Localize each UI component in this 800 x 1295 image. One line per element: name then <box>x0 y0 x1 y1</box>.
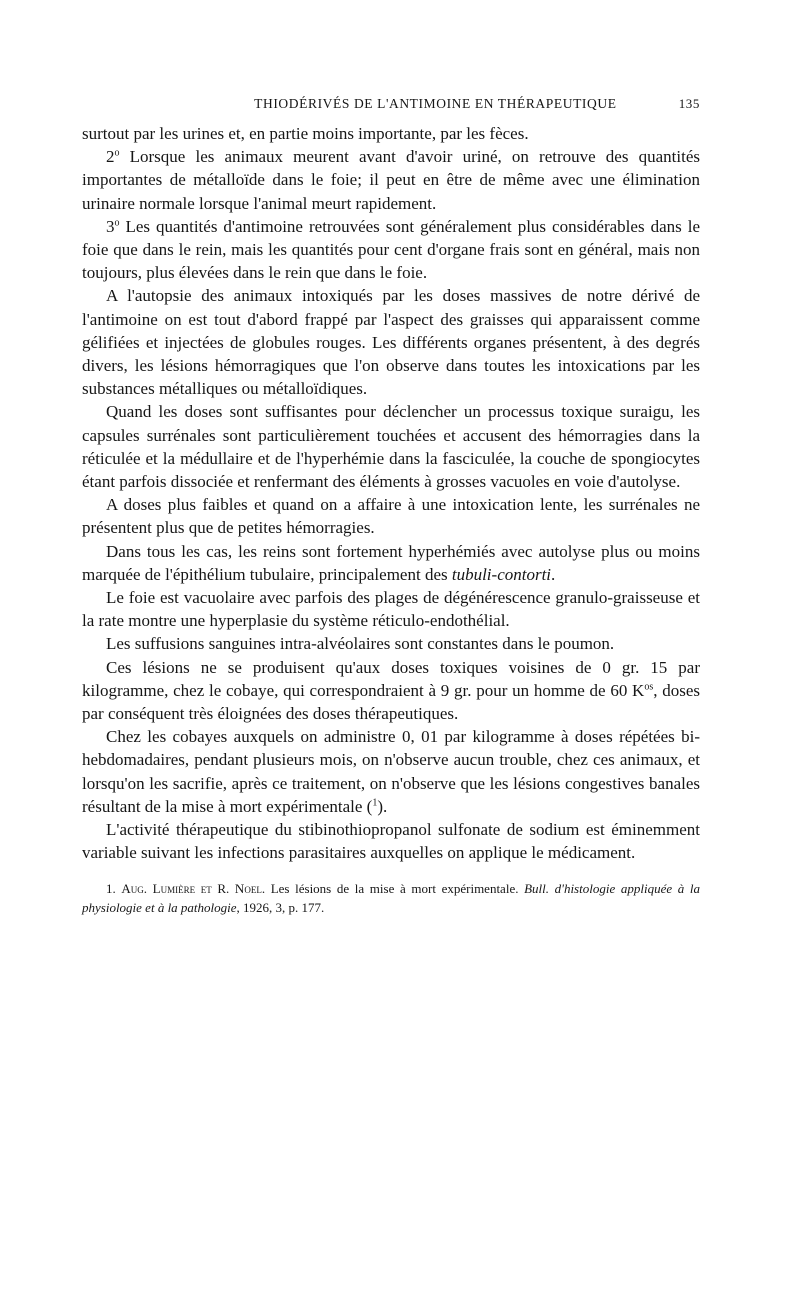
paragraph-text: A doses plus faibles et quand on a affaire à une intoxication lente, les surrénales ne présentent plus que de petites hémorragies. <box>82 495 700 538</box>
paragraph-text-end: . <box>551 564 556 584</box>
paragraph-text: surtout par les urines et, en partie moins importante, par les fèces. <box>82 124 529 143</box>
paragraph <box>82 540 700 586</box>
footnote <box>82 879 700 917</box>
paragraph-text: Les quantités d'antimoine retrouvées sont généralement plus considérables dans le foie que dans le rein, mais les quantités pour cent d'organe frais sont en général, mais non toujours, plus élevées dans le rein que dans le foie. <box>82 216 700 283</box>
ordinal-mark: o <box>114 147 120 159</box>
paragraph-text: Ces lésions ne se produisent qu'aux doses toxiques voisines de 0 gr. 15 par kilogramme, chez le cobaye, qui correspondraient à 9 gr. pour un homme de 60 K <box>82 657 700 700</box>
running-header <box>82 96 700 112</box>
footnotes <box>82 879 700 917</box>
running-title: THIODÉRIVÉS DE L'ANTIMOINE EN THÉRAPEUTIQUE <box>254 96 617 111</box>
paragraph-text-end: ). <box>377 796 388 816</box>
paragraph <box>82 284 700 400</box>
italic-term: tubuli-contorti <box>451 564 552 584</box>
paragraph-text: Le foie est vacuolaire avec parfois des plages de dégénérescence granulo-graisseuse et la rate montre une hyperplasie du système réticulo-endothélial. <box>82 588 700 631</box>
ordinal-mark: o <box>114 217 120 229</box>
paragraph <box>82 632 700 655</box>
paragraph <box>82 818 700 864</box>
paragraph-text: Dans tous les cas, les reins sont fortement hyperhémiés avec autolyse plus ou moins marquée de l'épithélium tubulaire, principalement des <box>82 541 700 584</box>
paragraph <box>82 122 700 145</box>
unit-superscript: os <box>644 681 654 693</box>
footnote-reference[interactable]: 1 <box>372 797 378 809</box>
list-number: 3 <box>106 216 115 236</box>
footnote-authors: Aug. Lumière et R. Noel. <box>121 880 266 896</box>
paragraph <box>82 493 700 539</box>
paragraph <box>82 215 700 285</box>
paragraph <box>82 656 700 726</box>
footnote-citation: , 1926, 3, p. 177. <box>236 899 325 915</box>
paragraph-text-end: , doses par conséquent très éloignées des doses thérapeutiques. <box>82 680 700 724</box>
paragraph-text: Chez les cobayes auxquels on administre 0, 01 par kilogramme à doses répétées bi-hebdomadaires, pendant plusieurs mois, on n'observe aucun trouble, chez ces animaux, et lorsqu'on les sacrifie, après ce traitement, on n'observe que les lésions congestives banales résultant de la mise à mort expérimentale ( <box>82 727 700 816</box>
paragraph <box>82 725 700 818</box>
paragraph <box>82 400 700 493</box>
list-number: 2 <box>106 147 115 167</box>
paragraph-text: Quand les doses sont suffisantes pour déclencher un processus toxique suraigu, les capsules surrénales sont particulièrement touchées et accusent des hémorragies dans la réticulée et la médullaire et de l'hyperhémie dans la fasciculée, la couche de spongiocytes étant parfois dissociée et renfermant des éléments à grosses vacuoles en voie d'autolyse. <box>82 402 700 492</box>
paragraph <box>82 586 700 632</box>
footnote-journal: Bull. d'histologie appliquée à la physiologie et à la pathologie <box>82 880 701 915</box>
paragraph <box>82 145 700 215</box>
footnote-title: Les lésions de la mise à mort expérimentale. <box>265 880 525 896</box>
body-text <box>82 122 700 865</box>
book-page <box>82 96 700 917</box>
paragraph-text: A l'autopsie des animaux intoxiqués par les doses massives de notre dérivé de l'antimoine on est tout d'abord frappé par l'aspect des graisses qui apparaissent comme gélifiées et injectées de globules rouges. Les différents organes présentent, à des degrés divers, les lésions hémorragiques que l'on observe dans toutes les intoxications par les substances métalliques ou métalloïdiques. <box>82 286 700 399</box>
paragraph-text: Les suffusions sanguines intra-alvéolaires sont constantes dans le poumon. <box>106 634 615 654</box>
paragraph-text: Lorsque les animaux meurent avant d'avoir uriné, on retrouve des quantités importantes de métalloïde dans le foie; il peut en être de même avec une élimination urinaire normale lorsque l'animal meurt rapidement. <box>82 147 700 213</box>
paragraph-text: L'activité thérapeutique du stibinothiopropanol sulfonate de sodium est éminemment variable suivant les infections parasitaires auxquelles on applique le médicament. <box>82 820 700 863</box>
page-number: 135 <box>678 96 700 111</box>
footnote-number: 1. <box>106 880 116 896</box>
